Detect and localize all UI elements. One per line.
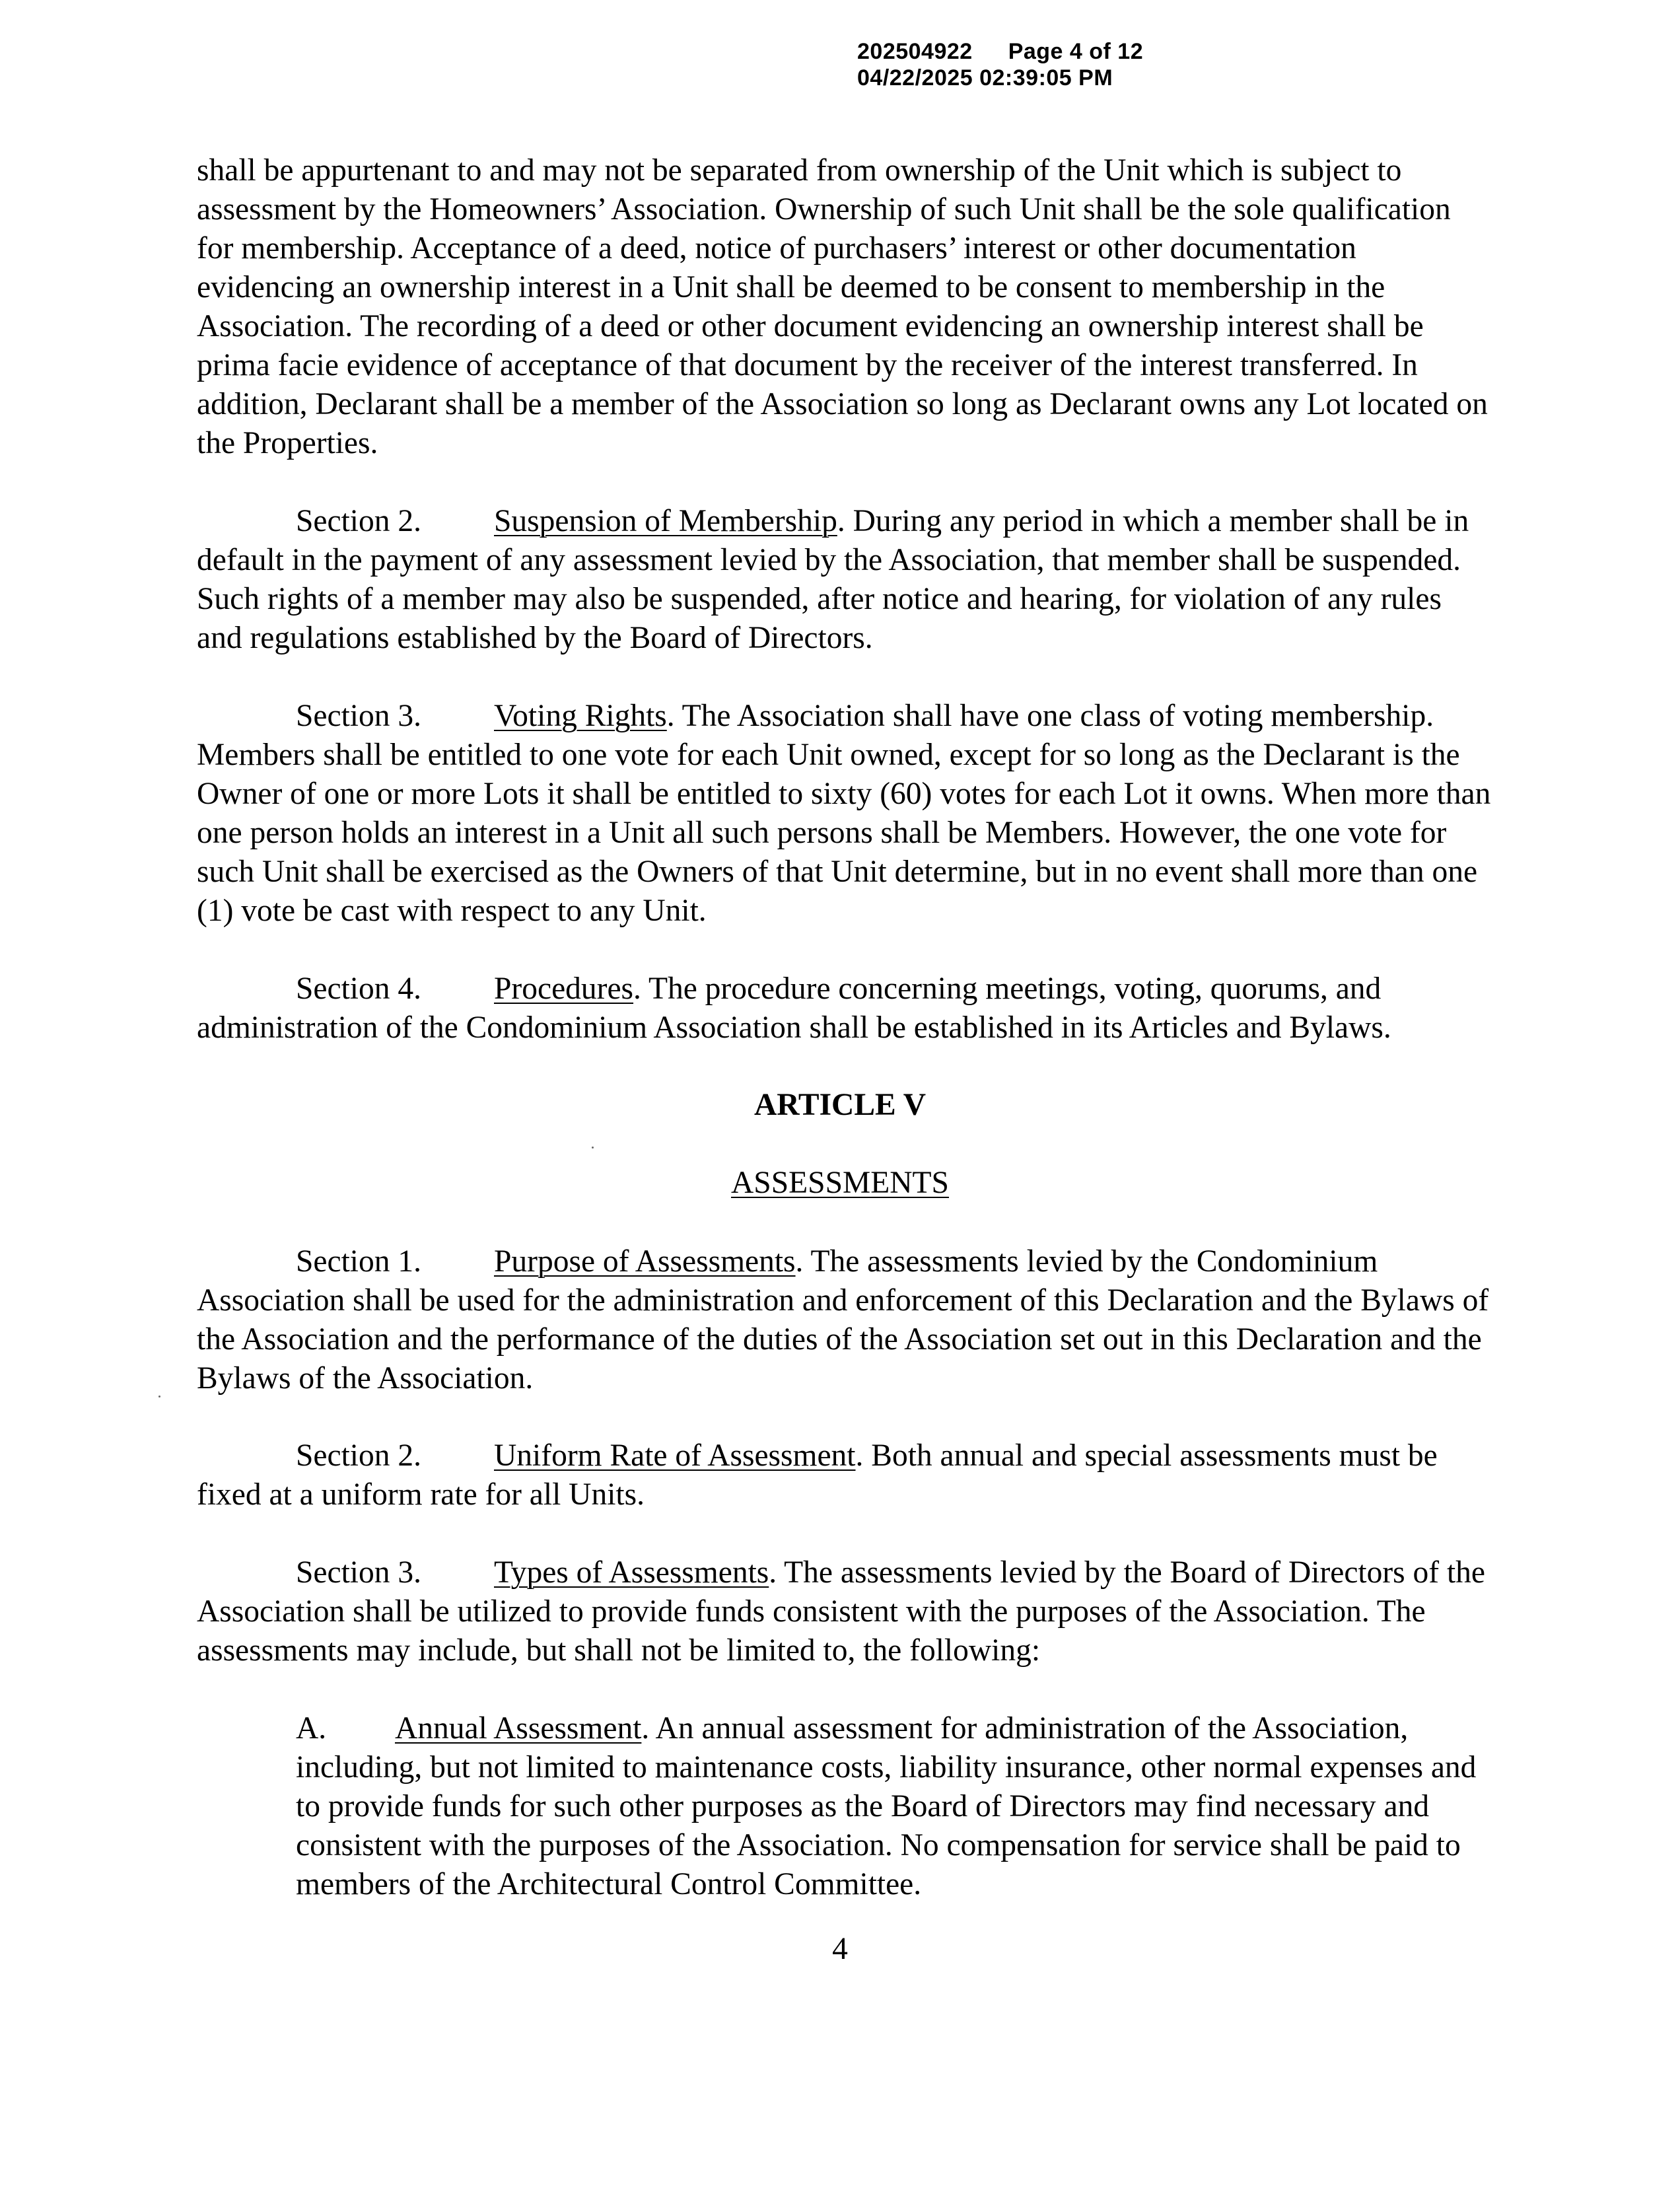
- article-v-section-3: [197, 1553, 1491, 1670]
- article-iv-section-4: [197, 970, 1491, 1047]
- section-title: Procedures: [494, 972, 634, 1006]
- section-label: Section 3.: [296, 699, 421, 733]
- section-title: Purpose of Assessments: [494, 1244, 796, 1279]
- section-text: . The assessments levied by the Board of Directors of the Association shall be utilized to provide funds consistent with the purposes of the Association. The assessments may include, but shall not be limited to, the following:: [197, 1555, 1486, 1668]
- section-text: . The Association shall have one class of voting membership. Members shall be entitled to one vote for each Unit owned, except for so long as the Declarant is the Owner of one or more Lots it shall be entitled to sixty (60) votes for each Lot it owns. When more than one person holds an interest in a Unit all such persons shall be Members. However, the one vote for such Unit shall be exercised as the Owners of that Unit determine, but in no event shall more than one (1) vote be cast with respect to any Unit.: [197, 699, 1491, 928]
- section-title: Uniform Rate of Assessment: [494, 1438, 856, 1473]
- recording-timestamp: 04/22/2025 02:39:05 PM: [857, 65, 1113, 90]
- page-label: Page 4 of 12: [1008, 39, 1144, 64]
- section-title: Voting Rights: [494, 699, 667, 733]
- section-text: . The assessments levied by the Condominium Association shall be used for the administration and enforcement of this Declaration and the Bylaws of the Association and the performance of the duties of the Association set out in this Declaration and the Bylaws of the Association.: [197, 1244, 1489, 1396]
- section-text: . The procedure concerning meetings, voting, quorums, and administration of the Condominium Association shall be established in its Articles and Bylaws.: [197, 972, 1391, 1045]
- section-label: Section 2.: [296, 1438, 421, 1473]
- section-label: Section 1.: [296, 1244, 421, 1279]
- section-text: . Both annual and special assessments must be fixed at a uniform rate for all Units.: [197, 1438, 1438, 1512]
- section-label: Section 3.: [296, 1555, 421, 1590]
- recording-stamp: [857, 38, 1143, 91]
- item-title: Annual Assessment: [395, 1711, 642, 1746]
- intro-paragraph: shall be appurtenant to and may not be separated from ownership of the Unit which is subject to assessment by the Homeowners’ Association. Ownership of such Unit shall be the sole qualification for membership. Acceptance of a deed, notice of purchasers’ interest or other documentation evidencing an ownership interest in a Unit shall be deemed to be consent to membership in the Association. The recording of a deed or other document evidencing an ownership interest shall be prima facie evidence of acceptance of that document by the receiver of the interest transferred. In addition, Declarant shall be a member of the Association so long as Declarant owns any Lot located on the Properties.: [197, 153, 1488, 460]
- section-title: Suspension of Membership: [494, 504, 837, 538]
- scan-speck: [158, 1396, 160, 1398]
- article-iv-section-2: [197, 502, 1491, 658]
- article-iv-section-3: [197, 697, 1491, 931]
- article-v-section-1: [197, 1242, 1491, 1398]
- item-letter: A.: [296, 1711, 327, 1746]
- section-title: Types of Assessments: [494, 1555, 769, 1590]
- section-label: Section 2.: [296, 504, 421, 538]
- article-v-section-2: [197, 1436, 1491, 1514]
- assessment-item-a: [296, 1709, 1492, 1904]
- item-text: . An annual assessment for administration of the Association, including, but not limited to maintenance costs, liability insurance, other normal expenses and to provide funds for such other purposes as the Board of Directors may find necessary and consistent with the purposes of the Association. No compensation for service shall be paid to members of the Architectural Control Committee.: [296, 1711, 1477, 1901]
- article-v-heading: ARTICLE V: [753, 1088, 927, 1122]
- scan-speck: [592, 1147, 594, 1149]
- page-number: 4: [832, 1932, 848, 1966]
- doc-number: 202504922: [857, 39, 973, 64]
- section-label: Section 4.: [296, 972, 421, 1006]
- section-text: . During any period in which a member shall be in default in the payment of any assessment levied by the Association, that member shall be suspended. Such rights of a member may also be suspended, after notice and hearing, for violation of any rules and regulations established by the Board of Directors.: [197, 504, 1469, 655]
- article-v-subheading: ASSESSMENTS: [731, 1166, 949, 1200]
